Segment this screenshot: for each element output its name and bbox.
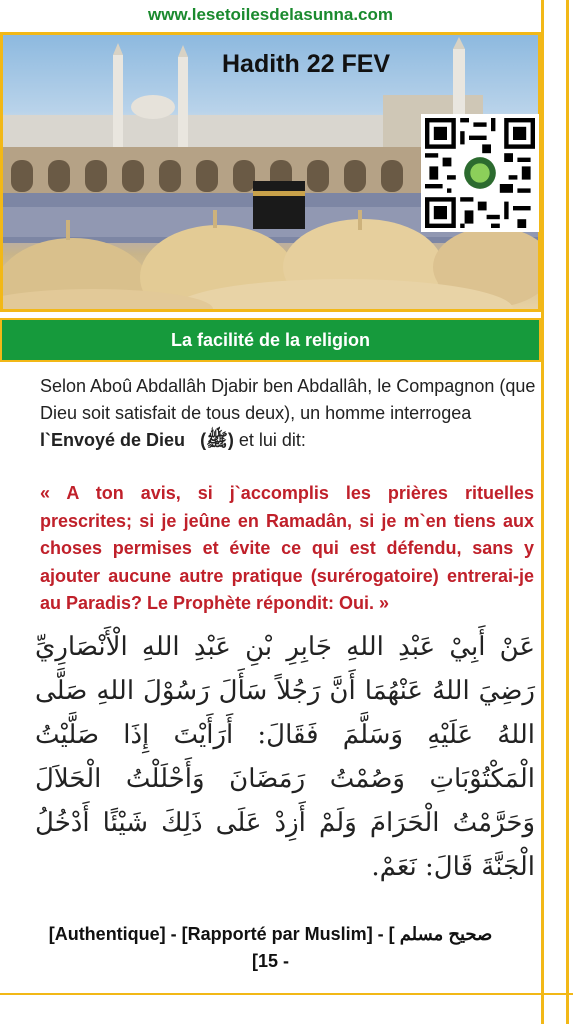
page-title: Hadith 22 FEV [222, 50, 391, 78]
intro-paragraph [40, 373, 540, 454]
intro-prophet-name: l`Envoyé de Dieu [40, 430, 186, 450]
website-url[interactable]: www.lesetoilesdelasunna.com [147, 5, 393, 24]
salutation-symbol: (ﷺ) [200, 430, 234, 450]
hadith-number: [15 - [251, 951, 289, 971]
hadith-quote-french: « A ton avis, si j`accomplis les prières rituelles prescrites; si je jeûne en Ramadân, si je m`en tiens aux choses permises et évite ce qui est défendu, sans y ajouter aucune autre pratique (surérogatoire) entrerai-je au Paradis? Le Prophète répondit: Oui. » [40, 483, 534, 613]
section-title: La facilité de la religion [0, 318, 541, 362]
intro-text-part1: Selon Aboû Abdallâh Djabir ben Abdallâh, le Compagnon (que Dieu soit satisfait de tous deux), un homme interrogea [40, 376, 536, 423]
right-decorative-border [541, 0, 569, 1024]
qr-code-icon[interactable] [421, 114, 539, 232]
source-reference: [Authentique] - [Rapporté par Muslim] - [ صحيح مسلم [48, 924, 493, 944]
intro-text-part2: et lui dit: [233, 430, 306, 450]
hadith-text-arabic: عَنْ أَبِيْ عَبْدِ اللهِ جَابِرِ بْنِ عَبْدِ اللهِ الْأَنْصَارِيِّ رَضِيَ اللهُ عَنْهُمَا أَنَّ رَجُلاً سَأَلَ رَسُوْلَ اللهِ صَلَّى اللهُ عَلَيْهِ وَسَلَّمَ فَقَالَ: أَرَأَيْتَ إِذَا صَلَّيْتُ الْمَكْتُوْبَاتِ وَصُمْتُ رَمَضَانَ وَأَحْلَلْتُ الْحَلاَلَ وَحَرَّمْتُ الْحَرَامَ وَلَمْ أَزِدْ عَلَى ذَلِكَ شَيْئًا أَدْخُلُ الْجَنَّةَ قَالَ: نَعَمْ. [35, 632, 535, 882]
bottom-decorative-border [0, 993, 573, 1026]
